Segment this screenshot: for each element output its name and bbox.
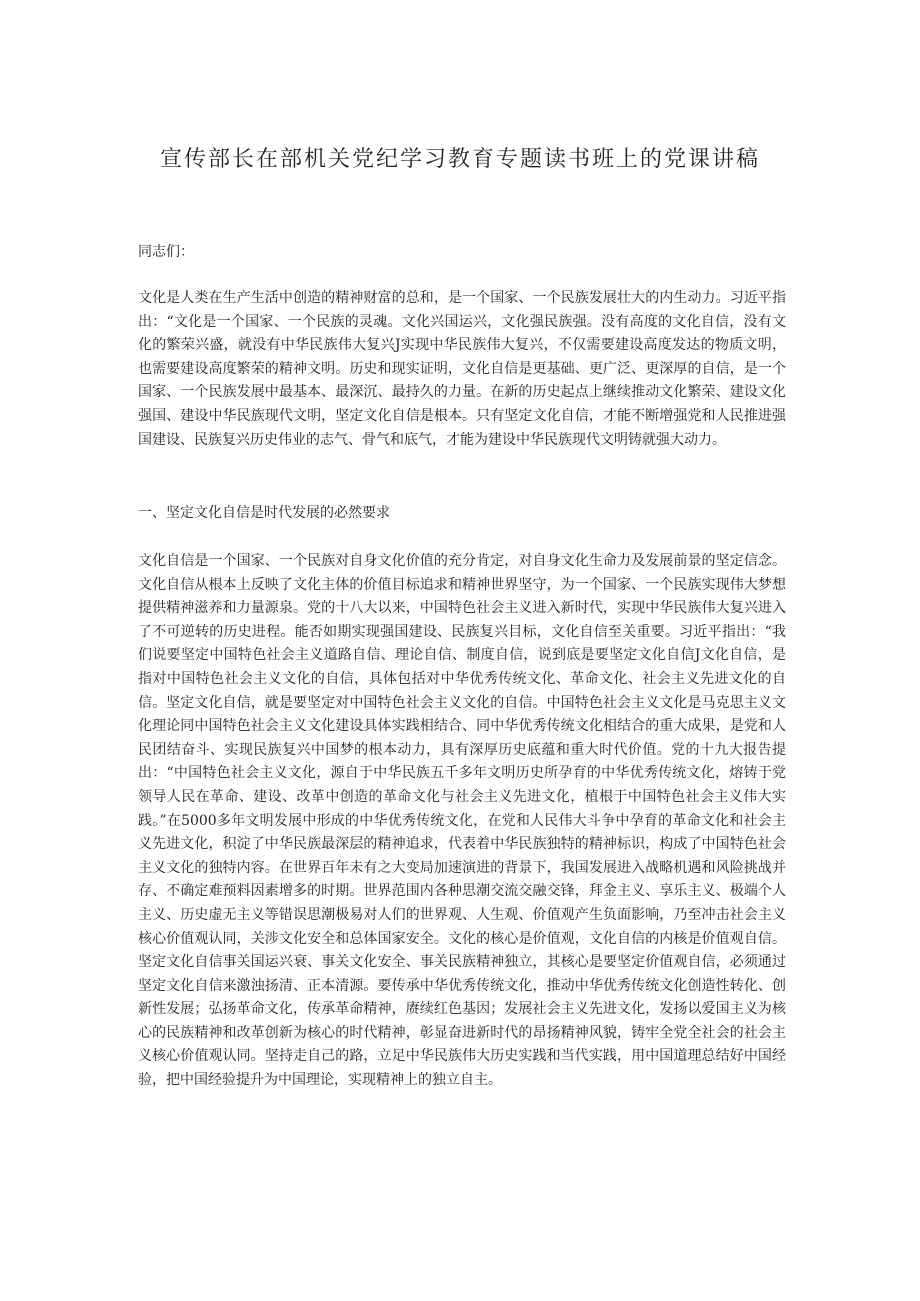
- section-heading: 一、坚定文化自信是时代发展的必然要求: [138, 505, 390, 521]
- salutation: 同志们：: [138, 244, 194, 260]
- paragraph-intro: 文化是人类在生产生活中创造的精神财富的总和，是一个国家、一个民族发展壮大的内生动力。习近平指出：“文化是一个国家、一个民族的灵魂。文化兴国运兴，文化强民族强。没有高度的文化自信，没有文化的繁荣兴盛，就没有中华民族伟大复兴J实现中华民族伟大复兴，不仅需要建设高度发达的物质文明，也需要建设高度繁荣的精神文明。历史和现实证明，文化自信是更基础、更广泛、更深厚的自信，是一个国家、一个民族发展中最基本、最深沉、最持久的力量。在新的历史起点上继续推动文化繁荣、建设文化强国、建设中华民族现代文明，坚定文化自信是根本。只有坚定文化自信，才能不断增强党和人民推进强国建设、民族复兴历史伟业的志气、骨气和底气，才能为建设中华民族现代文明铸就强大动力。: [138, 290, 786, 448]
- document-title: 宣传部长在部机关党纪学习教育专题读书班上的党课讲稿: [159, 147, 760, 172]
- paragraph-section-1: 文化自信是一个国家、一个民族对自身文化价值的充分肯定，对自身文化生命力及发展前景的坚定信念。文化自信从根本上反映了文化主体的价值目标追求和精神世界坚守，为一个国家、一个民族实现伟大梦想提供精神滋养和力量源泉。党的十八大以来，中国特色社会主义进入新时代，实现中华民族伟大复兴进入了不可逆转的历史进程。能否如期实现强国建设、民族复兴目标，文化自信至关重要。习近平指出：“我们说要坚定中国特色社会主义道路自信、理论自信、制度自信，说到底是要坚定文化自信J文化自信，是指对中国特色社会主义文化的自信，具体包括对中华优秀传统文化、革命文化、社会主义先进文化的自信。坚定文化自信，就是要坚定对中国特色社会主义文化的自信。中国特色社会主义文化是马克思主义文化理论同中国特色社会主义文化建设具体实践相结合、同中华优秀传统文化相结合的重大成果，是党和人民团结奋斗、实现民族复兴中国梦的根本动力，具有深厚历史底蕴和重大时代价值。党的十九大报告提出：“中国特色社会主义文化，源自于中华民族五千多年文明历史所孕育的中华优秀传统文化，熔铸于党领导人民在革命、建设、改革中创造的革命文化与社会主义先进文化，植根于中国特色社会主义伟大实践。”在5000多年文明发展中形成的中华优秀传统文化，在党和人民伟大斗争中孕育的革命文化和社会主义先进文化，积淀了中华民族最深层的精神追求，代表着中华民族独特的精神标识，构成了中国特色社会主义文化的独特内容。在世界百年未有之大变局加速演进的背景下，我国发展进入战略机遇和风险挑战并存、不确定难预料因素增多的时期。世界范围内各种思潮交流交融交锋，拜金主义、享乐主义、极端个人主义、历史虚无主义等错误思潮极易对人们的世界观、人生观、价值观产生负面影响，乃至冲击社会主义核心价值观认同，关涉文化安全和总体国家安全。文化的核心是价值观，文化自信的内核是价值观自信。坚定文化自信事关国运兴衰、事关文化安全、事关民族精神独立，其核心是要坚定价值观自信，必须通过坚定文化自信来激浊扬清、正本清源。要传承中华优秀传统文化，推动中华优秀传统文化创造性转化、创新性发展；弘扬革命文化，传承革命精神，赓续红色基因；发展社会主义先进文化，发扬以爱国主义为核心的民族精神和改革创新为核心的时代精神，彰显奋进新时代的昂扬精神风貌，铸牢全党全社会的社会主义核心价值观认同。坚持走自己的路，立足中华民族伟大历史实践和当代实践，用中国道理总结好中国经验，把中国经验提升为中国理论，实现精神上的独立自主。: [138, 553, 786, 1089]
